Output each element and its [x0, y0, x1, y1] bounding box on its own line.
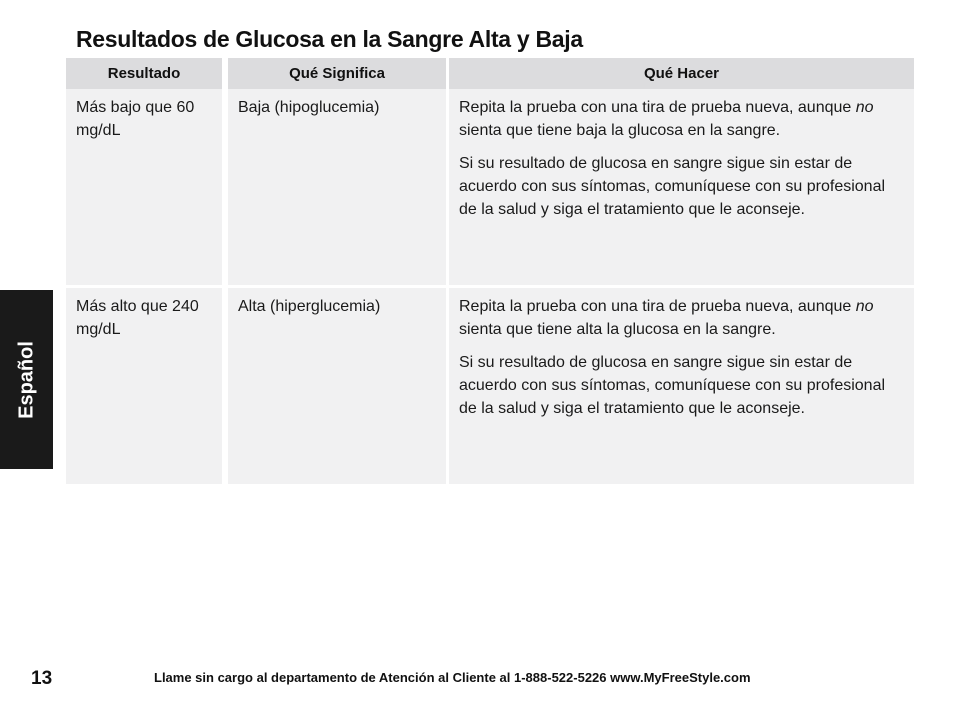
page-footer — [0, 668, 954, 690]
language-tab — [0, 290, 53, 469]
result-text: Más bajo que 60 mg/dL — [76, 99, 195, 139]
page-number: 13 — [31, 668, 53, 689]
meaning-text: Alta (hiperglucemia) — [238, 298, 381, 315]
header-result: Resultado — [66, 58, 222, 89]
row-low-meaning — [228, 89, 446, 285]
result-text: Más alto que 240 mg/dL — [76, 298, 199, 338]
action-paragraph-2: Si su resultado de glucosa en sangre sigue sin estar de acuerdo con sus síntomas, comuníquese con su profesional de la salud y siga el tratamiento que le aconseje. — [459, 155, 886, 218]
row-high-action — [449, 288, 914, 484]
row-low-result — [66, 89, 222, 285]
action-paragraph-2: Si su resultado de glucosa en sangre sigue sin estar de acuerdo con sus síntomas, comuníquese con su profesional de la salud y siga el tratamiento que le aconseje. — [459, 354, 886, 417]
action-paragraph-1: Repita la prueba con una tira de prueba nueva, aunque no sienta que tiene alta la glucosa en la sangre. — [459, 298, 874, 338]
header-meaning: Qué Significa — [228, 58, 446, 89]
header-action: Qué Hacer — [449, 58, 914, 89]
meaning-text: Baja (hipoglucemia) — [238, 99, 380, 116]
action-paragraph-1: Repita la prueba con una tira de prueba nueva, aunque no sienta que tiene baja la glucosa en la sangre. — [459, 99, 874, 139]
row-low-action — [449, 89, 914, 285]
footer-contact: Llame sin cargo al departamento de Atención al Cliente al 1-888-522-5226 www.MyFreeStyle.com — [154, 670, 751, 685]
row-high-result — [66, 288, 222, 484]
page-title: Resultados de Glucosa en la Sangre Alta y Baja — [76, 26, 583, 52]
language-tab-label: Español — [15, 340, 37, 419]
row-high-meaning — [228, 288, 446, 484]
